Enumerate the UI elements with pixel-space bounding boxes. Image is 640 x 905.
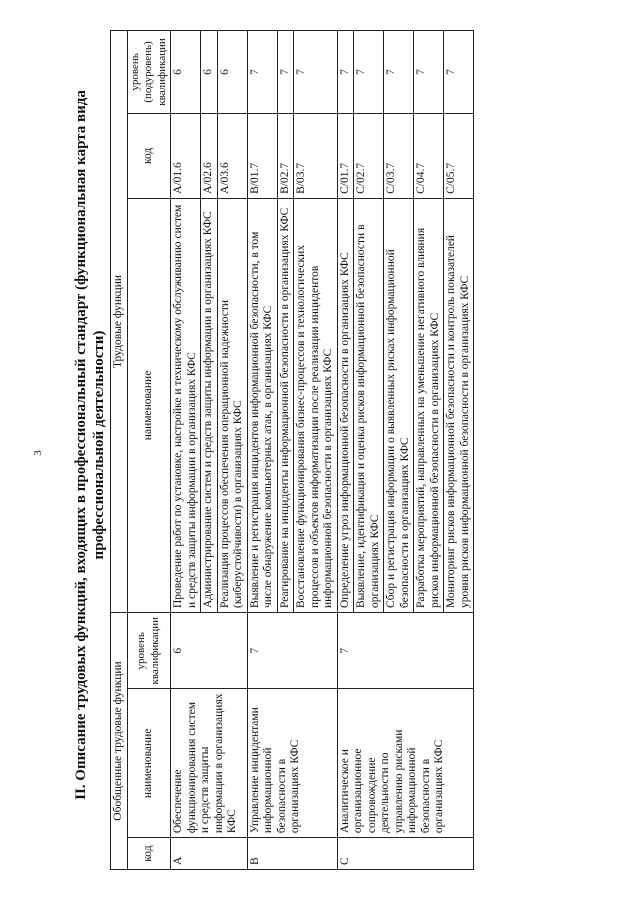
page-number: 3	[32, 450, 44, 456]
function-name: Администрирование систем и средств защиты информации в организациях КФС	[201, 198, 218, 612]
function-name: Реализация процессов обеспечения операционной надежности (киберустойчивости) в организациях КФС	[217, 198, 247, 612]
header-sublevel: уровень (подуровень) квалификации	[127, 31, 171, 114]
header-name: наименование	[127, 689, 171, 838]
functional-map-table	[110, 30, 474, 870]
function-level: 6	[217, 31, 247, 114]
function-level: 7	[277, 31, 294, 114]
group-level: 6	[171, 613, 248, 689]
table-row	[171, 31, 201, 870]
function-level: 7	[337, 31, 354, 114]
group-name: Аналитическое и организационное сопровождение деятельности по управлению рисками информационной безопасности в организациях КФС	[337, 689, 474, 838]
header-labor: Трудовые функции	[111, 31, 128, 613]
table-header-row-2	[127, 31, 171, 870]
table-header-row-1	[111, 31, 128, 870]
section-heading: II. Описание трудовых функций, входящих в профессиональный стандарт (функциональная карта вида профессиональной деятельности)	[73, 90, 107, 800]
function-code: C/01.7	[337, 113, 354, 198]
function-name: Разработка мероприятий, направленных на уменьшение негативного влияния рисков информационной безопасности в организациях КФС	[414, 198, 444, 612]
function-code: A/02.6	[201, 113, 218, 198]
table-row	[247, 31, 277, 870]
function-code: B/01.7	[247, 113, 277, 198]
header-code2: код	[127, 113, 171, 198]
header-name2: наименование	[127, 198, 171, 612]
group-name: Обеспечение функционирования систем и средств защиты информации в организациях КФС	[171, 689, 248, 838]
table-body	[171, 31, 474, 870]
group-name: Управление инцидентами информационной безопасности в организациях КФС	[247, 689, 337, 838]
function-code: C/05.7	[444, 113, 474, 198]
group-level: 7	[247, 613, 337, 689]
function-name: Реагирование на инциденты информационной безопасности в организациях КФС	[277, 198, 294, 612]
group-code: B	[247, 838, 337, 870]
function-code: B/02.7	[277, 113, 294, 198]
header-code: код	[127, 838, 171, 870]
function-level: 7	[294, 31, 338, 114]
function-name: Сбор и регистрация информации о выявленных рисках информационной безопасности в организациях КФС	[384, 198, 414, 612]
function-name: Проведение работ по установке, настройке и техническому обслуживанию систем и средств защиты информации в организациях КФС	[171, 198, 201, 612]
function-code: C/03.7	[384, 113, 414, 198]
group-code: A	[171, 838, 248, 870]
function-level: 6	[171, 31, 201, 114]
function-level: 7	[414, 31, 444, 114]
function-code: C/04.7	[414, 113, 444, 198]
function-code: A/03.6	[217, 113, 247, 198]
function-level: 7	[354, 31, 384, 114]
function-code: C/02.7	[354, 113, 384, 198]
group-level: 7	[337, 613, 474, 689]
function-name: Восстановление функционирования бизнес-процессов и технологических процессов и объектов информатизации после реализации инцидентов информационной безопасности в организациях КФС	[294, 198, 338, 612]
group-code: C	[337, 838, 474, 870]
function-level: 7	[247, 31, 277, 114]
function-name: Выявление, идентификация и оценка рисков информационной безопасности в организациях КФС	[354, 198, 384, 612]
function-code: B/03.7	[294, 113, 338, 198]
header-level: уровень квалификации	[127, 613, 171, 689]
table-row	[337, 31, 354, 870]
function-name: Выявление и регистрация инцидентов информационной безопасности, в том числе обнаружение компьютерных атак, в организациях КФС	[247, 198, 277, 612]
header-generalized: Обобщенные трудовые функции	[111, 613, 128, 870]
function-name: Мониторинг рисков информационной безопасности и контроль показателей уровня рисков информационной безопасности в организациях КФС	[444, 198, 474, 612]
function-level: 6	[201, 31, 218, 114]
function-level: 7	[384, 31, 414, 114]
function-name: Определение угроз информационной безопасности в организациях КФС	[337, 198, 354, 612]
function-code: A/01.6	[171, 113, 201, 198]
function-level: 7	[444, 31, 474, 114]
